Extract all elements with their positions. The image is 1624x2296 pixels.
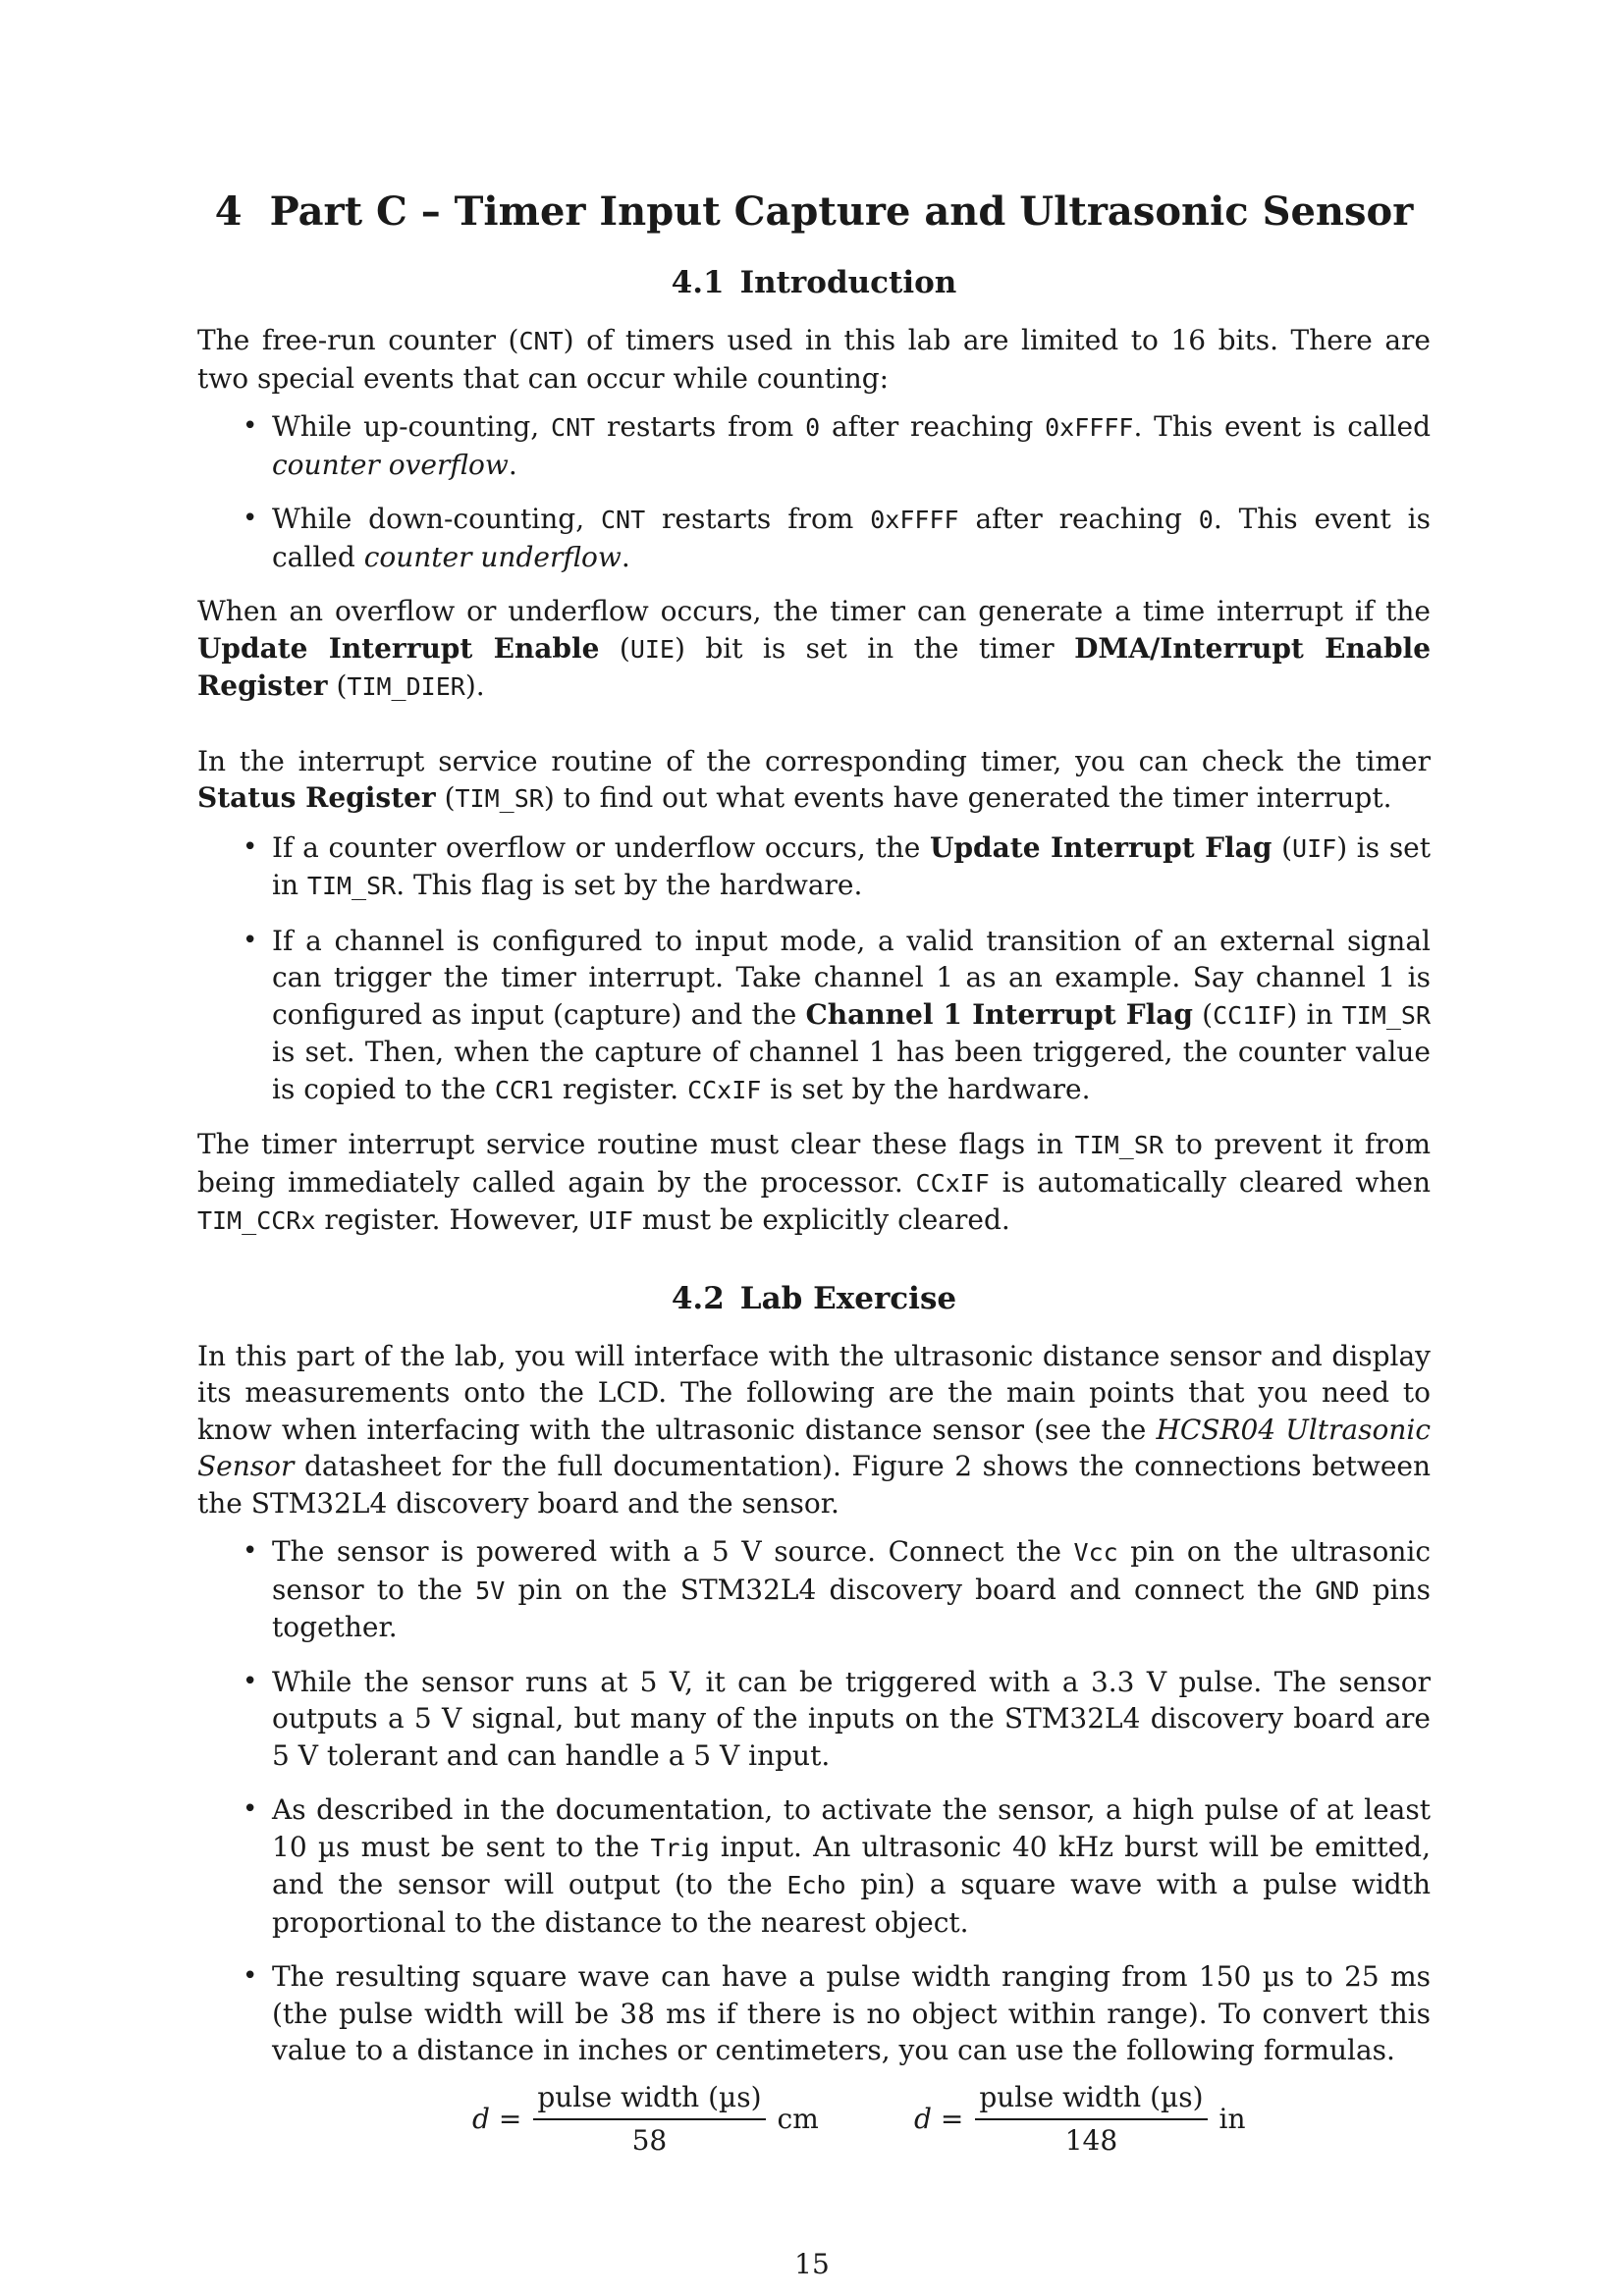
subsection-number: 4.1 [671, 265, 725, 300]
section-number: 4 [214, 188, 243, 235]
subsection-number: 4.2 [671, 1280, 725, 1316]
list-item: • The sensor is powered with a 5 V source. Connect the Vcc pin on the ultrasonic sensor to the 5V pin on the STM32L4 discovery board and connect the GND pins together. [197, 1533, 1431, 1646]
formula-cm: d = $\frac{\text{pulse width (µs)}}{58}$ cm [472, 2080, 819, 2157]
interrupt-flags-list [197, 829, 1431, 1109]
subsection-title: Lab Exercise [739, 1280, 957, 1316]
exercise-paragraph-1: In this part of the lab, you will interface with the ultrasonic distance sensor and display its measurements onto the LCD. The following are the main points that you need to know when interfacing with the ultrasonic distance sensor (see the HCSR04 Ultrasonic Sensor datasheet for the full documentation). Figure 2 shows the connections between the STM32L4 discovery board and the sensor. [197, 1339, 1432, 1520]
intro-paragraph-4: The timer interrupt service routine must clear these flags in TIM_SR to prevent it from being immediately called again by the processor. CCxIF is automatically cleared when TIM_CCRx register. However, UIF must be explicitly cleared. [197, 1128, 1431, 1236]
intro-paragraph-1: The free-run counter (CNT) of timers used in this lab are limited to 16 bits. There are two special events that can occur while counting: [197, 324, 1431, 395]
list-item: • As described in the documentation, to activate the sensor, a high pulse of at least 10 µs must be sent to the Trig input. An ultrasonic 40 kHz burst will be emitted, and the sensor will output (to the Echo pin) a square wave with a pulse width proportional to the distance to the nearest object. [197, 1791, 1431, 1941]
distance-formulas [197, 2081, 1431, 2179]
subsection-heading-introduction [197, 263, 1431, 302]
counter-events-list [197, 408, 1431, 575]
list-item: • While the sensor runs at 5 V, it can be triggered with a 3.3 V pulse. The sensor outputs a 5 V signal, but many of the inputs on the STM32L4 discovery board are 5 V tolerant and can handle a 5 V input. [197, 1664, 1431, 1775]
formula-in: d = $\frac{\text{pulse width (µs)}}{148}$ in [914, 2080, 1246, 2157]
list-item: • While down-counting, CNT restarts from 0xFFFF after reaching 0. This event is called counter underflow. [197, 501, 1431, 575]
section-heading [197, 187, 1431, 238]
subsection-heading-lab-exercise [197, 1279, 1431, 1318]
intro-paragraph-3: In the interrupt service routine of the corresponding timer, you can check the timer Status Register (TIM_SR) to find out what events have generated the timer interrupt. [197, 744, 1431, 814]
list-item: • The resulting square wave can have a pulse width ranging from 150 µs to 25 ms (the pulse width will be 38 ms if there is no object within range). To convert this value to a distance in inches or centimeters, you can use the following formulas. [197, 1958, 1431, 2069]
page-content [197, 187, 1431, 2179]
list-item: • While up-counting, CNT restarts from 0 after reaching 0xFFFF. This event is called counter overflow. [197, 408, 1431, 483]
intro-paragraph-2: When an overflow or underflow occurs, the timer can generate a time interrupt if the Update Interrupt Enable (UIE) bit is set in the timer DMA/Interrupt Enable Register (TIM_DIER). [197, 595, 1432, 702]
subsection-title: Introduction [739, 265, 957, 300]
list-item: • If a channel is configured to input mode, a valid transition of an external signal can trigger the timer interrupt. Take channel 1 as an example. Say channel 1 is configured as input (capture) and the Channel 1 Interrupt Flag (CC1IF) in TIM_SR is set. Then, when the capture of channel 1 has been triggered, the counter value is copied to the CCR1 register. CCxIF is set by the hardware. [197, 923, 1431, 1109]
section-title: Part C – Timer Input Capture and Ultrasonic Sensor [269, 188, 1414, 235]
page-number: 15 [794, 2248, 830, 2280]
list-item: • If a counter overflow or underflow occurs, the Update Interrupt Flag (UIF) is set in TIM_SR. This flag is set by the hardware. [197, 829, 1431, 905]
sensor-points-list [197, 1533, 1431, 2069]
